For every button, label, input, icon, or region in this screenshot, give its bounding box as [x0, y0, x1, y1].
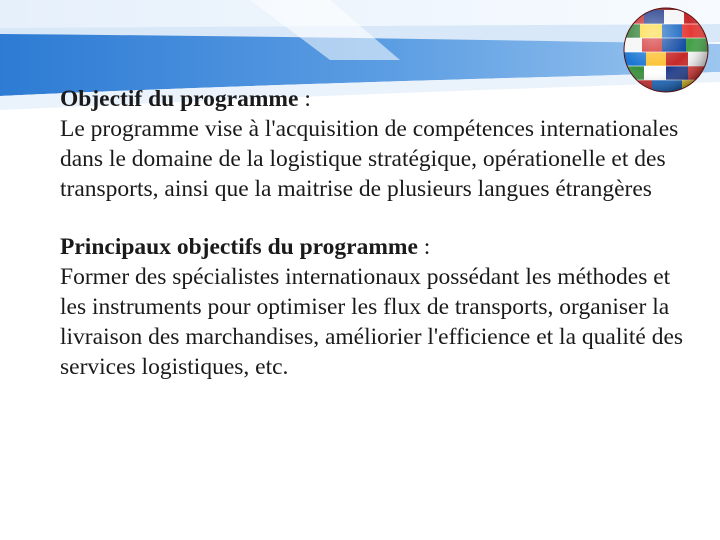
- section-title-text: Principaux objectifs du programme: [60, 234, 418, 260]
- section-title-text: Objectif du programme: [60, 86, 299, 112]
- section-title-colon: :: [417, 234, 431, 260]
- section-title: [60, 232, 700, 262]
- section-body: Former des spécialistes internationaux possédant les méthodes et les instruments pour optimiser les flux de transports, organiser la livraison des marchandises, améliorier l'efficience et la qualité des services logistiques, etc.: [60, 264, 684, 380]
- section-body: Le programme vise à l'acquisition de compétences internationales dans le domaine de la logistique stratégique, opérationelle et des transports, ainsi que la maitrise de plusieurs langues étrangères: [60, 116, 679, 202]
- section-title-colon: :: [298, 86, 311, 112]
- slide-content: [60, 84, 700, 410]
- section-title: [60, 84, 700, 114]
- globe-of-flags-icon: [622, 6, 710, 94]
- section-program-objective: [60, 84, 700, 204]
- section-main-objectives: [60, 232, 700, 382]
